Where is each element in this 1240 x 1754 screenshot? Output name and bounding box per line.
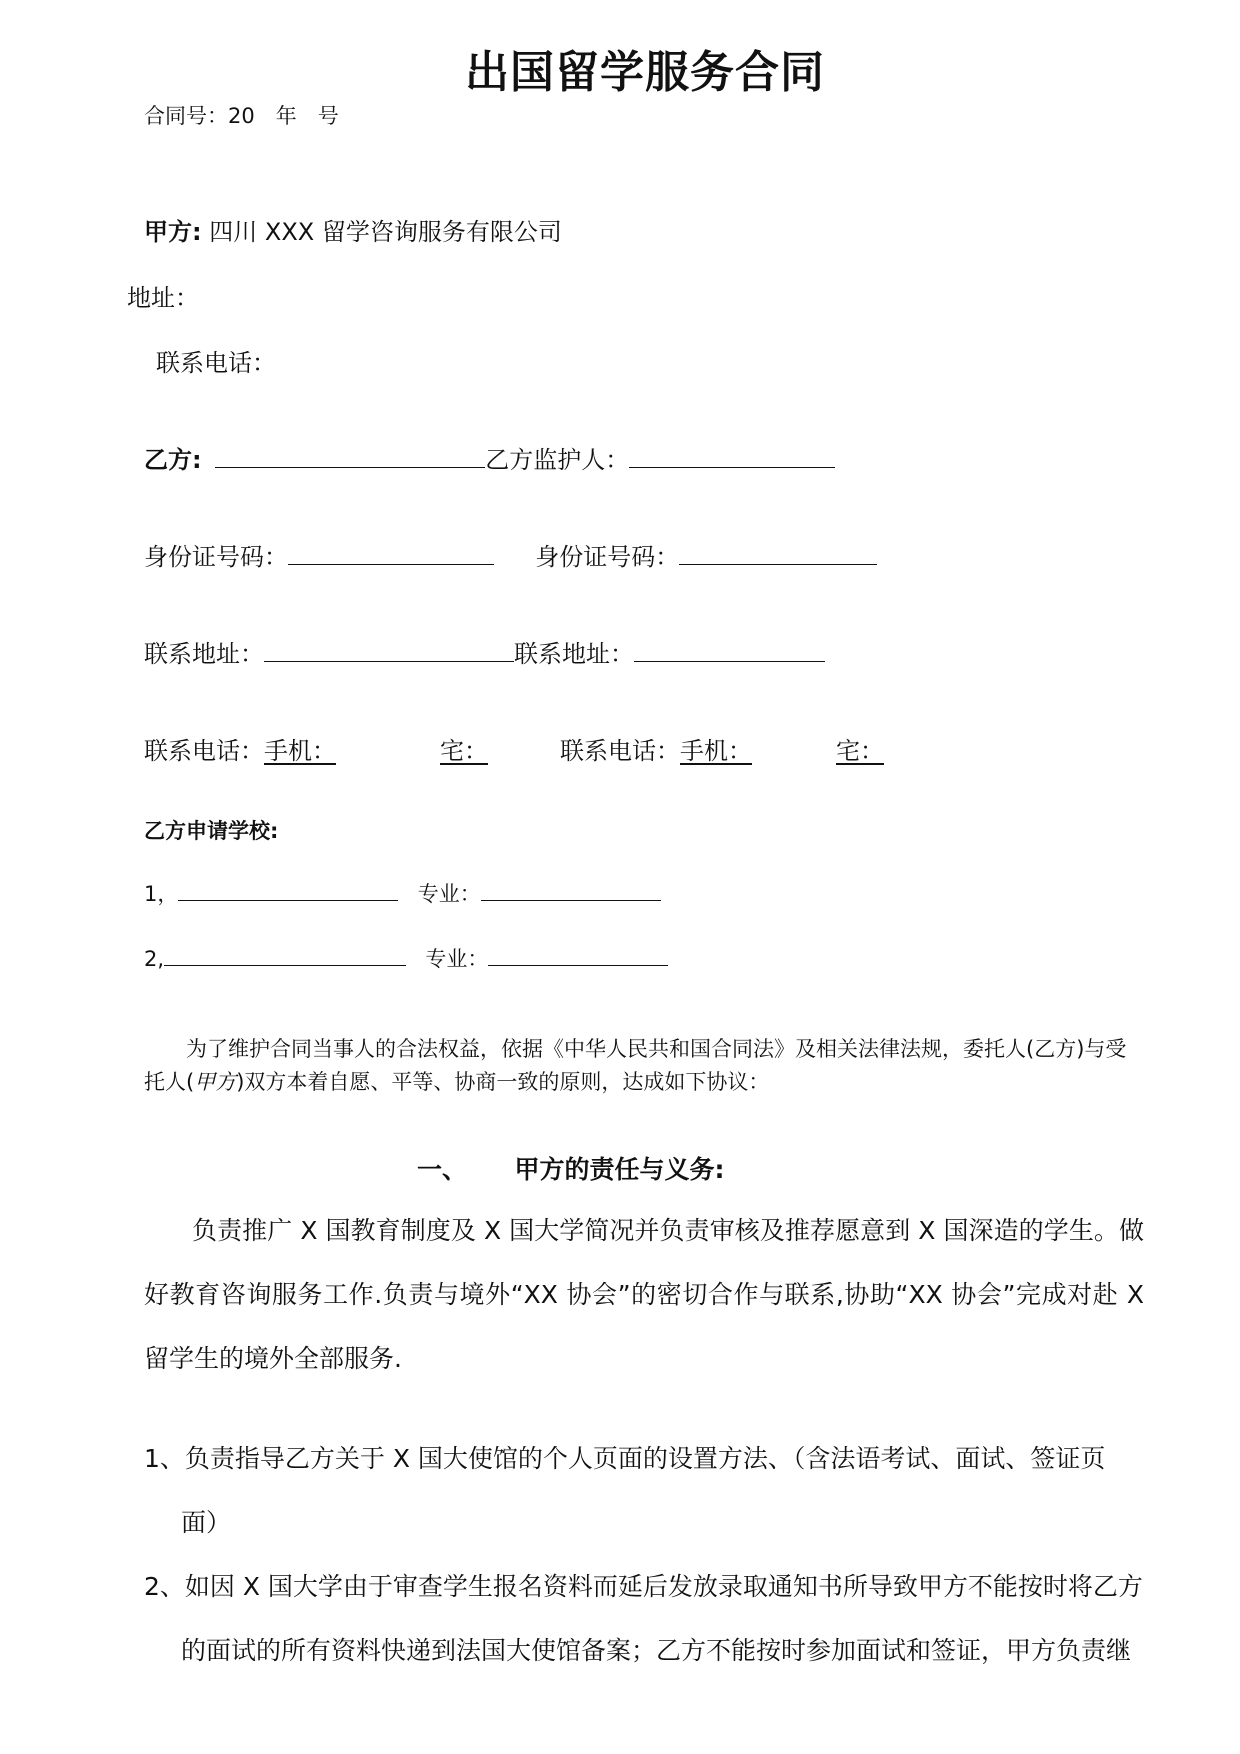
intro-paragraph — [144, 1033, 1144, 1099]
intro-italic: 甲方 — [194, 1070, 237, 1094]
section-1-title: 甲方的责任与义务: — [514, 1155, 725, 1184]
school-2-major-label: 专业： — [425, 947, 489, 971]
party-b-mobile-label: 手机： — [264, 737, 336, 765]
schools-label: 乙方申请学校: — [144, 819, 279, 843]
school-2-prefix: 2, — [144, 947, 165, 971]
intro-text: 为了维护合同当事人的合法权益，依据《中华人民共和国合同法》及相关法律法规，委托人(乙方)与受托人( — [144, 1037, 1127, 1094]
school-1-major-label: 专业： — [417, 882, 481, 906]
party-a-address-label: 地址： — [127, 284, 199, 312]
item-2-number: 2、 — [144, 1572, 185, 1601]
address-line — [144, 634, 825, 669]
guardian-address-label: 联系地址： — [514, 640, 634, 668]
school-2-blank[interactable] — [164, 945, 406, 966]
item-1-number: 1、 — [144, 1444, 185, 1473]
section-1-item-2 — [144, 1555, 1143, 1619]
guardian-id-label: 身份证号码： — [535, 543, 680, 571]
party-a-label: 甲方: — [144, 218, 202, 246]
party-b-guardian-label: 乙方监护人： — [485, 446, 630, 474]
guardian-address-blank[interactable] — [634, 637, 825, 662]
party-b-address-label: 联系地址： — [144, 640, 264, 668]
item-1-line-1: 负责指导乙方关于 X 国大使馆的个人页面的设置方法、（含法语考试、面试、签证页 — [184, 1444, 1106, 1473]
party-a-phone-label: 联系电话： — [156, 349, 276, 377]
section-1-item-1 — [144, 1427, 1105, 1491]
intro-end: )双方本着自愿、平等、协商一致的原则，达成如下协议： — [236, 1070, 770, 1094]
party-b-name-blank[interactable] — [215, 443, 485, 468]
party-b-phone-blank[interactable] — [264, 737, 560, 765]
section-1-number: 一、 — [417, 1155, 468, 1184]
school-1-blank[interactable] — [178, 880, 398, 901]
party-a-line — [144, 212, 562, 247]
guardian-phone-label: 联系电话： — [560, 737, 680, 765]
guardian-id-blank[interactable] — [679, 540, 877, 565]
school-1-line — [144, 878, 661, 908]
school-2-line — [144, 943, 668, 973]
party-b-home-label: 宅： — [440, 737, 488, 765]
item-1-line-2: 面） — [181, 1508, 232, 1537]
id-number-line — [144, 537, 877, 572]
party-b-label: 乙方: — [144, 446, 202, 474]
section-1-paragraph: 负责推广 X 国教育制度及 X 国大学简况并负责审核及推荐愿意到 X 国深造的学生。做好教育咨询服务工作.负责与境外“XX 协会”的密切合作与联系,协助“XX 协会”完成对赴 X 留学生的境外全部服务. — [144, 1216, 1144, 1373]
party-b-address-blank[interactable] — [264, 637, 514, 662]
item-2-line-1: 如因 X 国大学由于审查学生报名资料而延后发放录取通知书所导致甲方不能按时将乙方 — [184, 1572, 1143, 1601]
school-1-prefix: 1， — [144, 882, 179, 906]
party-b-phone-label: 联系电话： — [144, 737, 264, 765]
party-b-id-label: 身份证号码： — [144, 543, 288, 571]
contract-number: 合同号：20 年 号 — [144, 104, 339, 128]
phone-line — [144, 731, 1054, 766]
party-b-id-blank[interactable] — [288, 540, 494, 565]
party-a-name: 四川 XXX 留学咨询服务有限公司 — [209, 218, 562, 246]
party-b-line — [144, 440, 835, 475]
party-b-guardian-blank[interactable] — [629, 443, 835, 468]
school-1-major-blank[interactable] — [481, 880, 661, 901]
guardian-phone-blank[interactable] — [680, 737, 1054, 765]
page-title: 出国留学服务合同 — [465, 47, 825, 98]
school-2-major-blank[interactable] — [488, 945, 668, 966]
guardian-mobile-label: 手机： — [680, 737, 752, 765]
guardian-home-label: 宅： — [836, 737, 884, 765]
item-2-line-2: 的面试的所有资料快递到法国大使馆备案；乙方不能按时参加面试和签证，甲方负责继 — [181, 1636, 1132, 1665]
section-1-heading — [417, 1150, 724, 1186]
